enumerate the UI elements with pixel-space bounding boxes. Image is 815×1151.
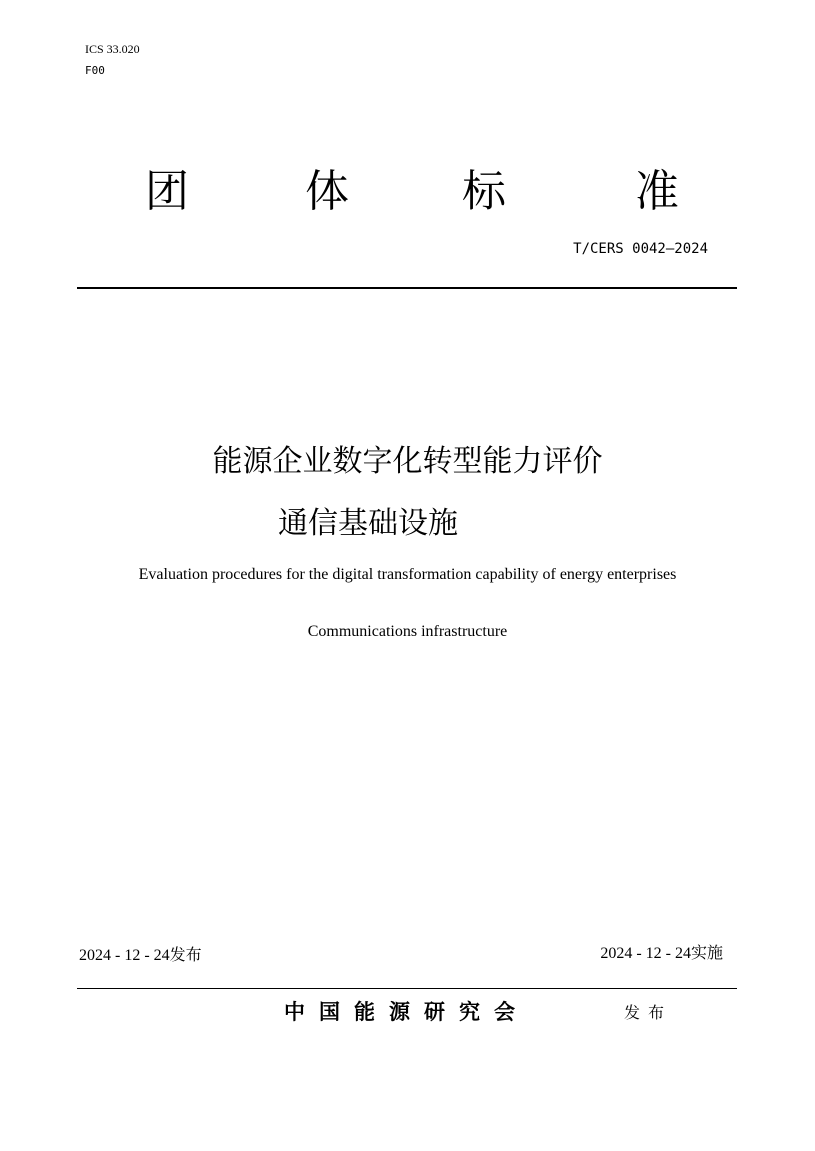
cn-title-line-2: 通信基础设施 — [278, 506, 458, 541]
publish-date: 2024 - 12 - 24发布 — [79, 947, 202, 964]
en-title-line-1: Evaluation procedures for the digital transformation capability of energy enterprises — [138, 566, 677, 583]
publisher-action: 发布 — [624, 1003, 673, 1022]
standard-type-title — [145, 162, 685, 222]
bottom-divider — [77, 988, 737, 989]
cn-title-line-1-text: 能源企业数字化转型能力评价 — [212, 444, 603, 479]
standard-type-char-2: 体 — [305, 166, 349, 217]
standard-type-char-4: 准 — [635, 166, 679, 217]
implement-date: 2024 - 12 - 24实施 — [600, 945, 723, 962]
standard-code: T/CERS 0042—2024 — [573, 241, 708, 257]
standard-type-char-1: 团 — [145, 166, 189, 217]
cn-title-line-1 — [0, 440, 815, 484]
en-title-line-2: Communications infrastructure — [307, 623, 508, 640]
classification-code: F00 — [85, 64, 105, 77]
top-divider — [77, 287, 737, 289]
standard-type-char-3: 标 — [462, 166, 506, 217]
publisher-name: 中国能源研究会 — [284, 1000, 529, 1024]
ics-code: ICS 33.020 — [85, 42, 140, 56]
